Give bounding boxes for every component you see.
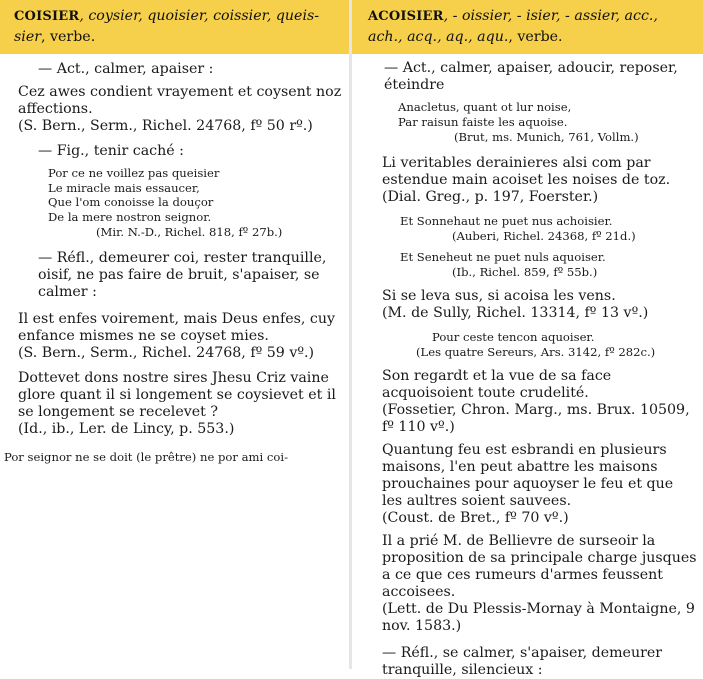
example-text: Son regardt et la vue de sa face acquoisoient toute crudelité.	[382, 367, 612, 401]
entry-header-acoisier	[352, 0, 703, 54]
sense-label: — Act., calmer, apaiser :	[38, 61, 214, 77]
source-citation: (Mir. N.-D., Richel. 818, fº 27b.)	[96, 225, 283, 239]
source-citation: (M. de Sully, Richel. 13314, fº 13 vº.)	[382, 304, 649, 321]
example-text: Si se leva sus, si acoisa les vens.	[382, 287, 616, 304]
headword-variants: , - oissier, - isier, - assier, acc., ach., acq., aq., aqu.	[368, 8, 658, 45]
quote-line: Pour ceste tencon aquoiser.	[432, 329, 595, 344]
sense-label: — Réfl., se calmer, s'apaiser, demeurer tranquille, silencieux :	[382, 644, 663, 678]
source-citation: (S. Bern., Serm., Richel. 24768, fº 50 rº.)	[18, 118, 313, 134]
part-of-speech: , verbe.	[41, 29, 96, 45]
part-of-speech: , verbe.	[508, 29, 563, 45]
source-citation: (Fossetier, Chron. Marg., ms. Brux. 10509, fº 110 vº.)	[382, 401, 690, 435]
sense-label: — Réfl., demeurer coi, rester tranquille, oisif, ne pas faire de bruit, s'apaiser, se calmer :	[38, 249, 327, 300]
example-text: Li veritables derainieres alsi com par estendue main acoiset les noises de toz.	[382, 154, 671, 188]
example-text: Il est enfes voirement, mais Deus enfes, cuy enfance mismes ne se coyset mies.	[18, 310, 336, 344]
quote-line: Et Sonnehaut ne puet nus achoisier.	[400, 213, 613, 228]
quote-line: Et Seneheut ne puet nuls aquoiser.	[400, 249, 606, 264]
column-left	[0, 0, 349, 669]
source-citation: (Les quatre Sereurs, Ars. 3142, fº 282c.)	[416, 345, 656, 359]
verse-line: De la mere nostron seignor.	[48, 209, 212, 224]
sense-label: — Fig., tenir caché :	[38, 143, 184, 159]
source-citation: (Dial. Greg., p. 197, Foerster.)	[382, 188, 599, 205]
sense-label: — Act., calmer, apaiser, adoucir, reposer, éteindre	[384, 60, 678, 93]
source-citation: (S. Bern., Serm., Richel. 24768, fº 59 vº.)	[18, 344, 315, 361]
example-text: Il a prié M. de Bellievre de surseoir la proposition de sa principale charge jusques a ce que ces rumeurs d'armes feussent accoisees.	[382, 532, 697, 600]
verse-line: Le miracle mais essaucer,	[48, 180, 200, 195]
source-citation: (Auberi, Richel. 24368, fº 21d.)	[452, 229, 636, 243]
example-text: Cez awes condient vrayement et coysent noz affections.	[18, 84, 342, 117]
verse-line: Que l'om conoisse la douçor	[48, 195, 214, 209]
headword: ACOISIER	[368, 9, 444, 24]
source-citation: (Id., ib., Ler. de Lincy, p. 553.)	[18, 420, 235, 437]
column-right	[352, 0, 703, 678]
source-citation: (Coust. de Bret., fº 70 vº.)	[382, 509, 569, 526]
headword-variants: , coysier, quoisier, coissier, queis-sier	[14, 8, 320, 45]
source-citation: (Brut, ms. Munich, 761, Vollm.)	[454, 130, 639, 144]
example-text: Dottevet dons nostre sires Jhesu Criz vaine glore quant il si longement se coysievet et il se longement se recelevet ?	[18, 369, 336, 420]
verse-line: Por ce ne voillez pas queisier	[48, 166, 220, 180]
entry-header-coisier	[0, 0, 349, 54]
headword: COISIER	[14, 9, 80, 24]
example-text: Quantung feu est esbrandi en plusieurs maisons, l'en peut abattre les maisons prouchaines pour aquoyser le feu et que les aultres soient sauvees.	[382, 441, 674, 509]
source-citation: (Ib., Richel. 859, fº 55b.)	[452, 265, 598, 279]
verse-line: Anacletus, quant ot lur noise,	[398, 100, 572, 114]
verse-line: Par raisun faiste les aquoise.	[398, 114, 568, 129]
source-citation: (Lett. de Du Plessis-Mornay à Montaigne, 9 nov. 1583.)	[382, 600, 695, 634]
example-text: Por seignor ne se doit (le prêtre) ne por ami coi-	[4, 449, 289, 464]
